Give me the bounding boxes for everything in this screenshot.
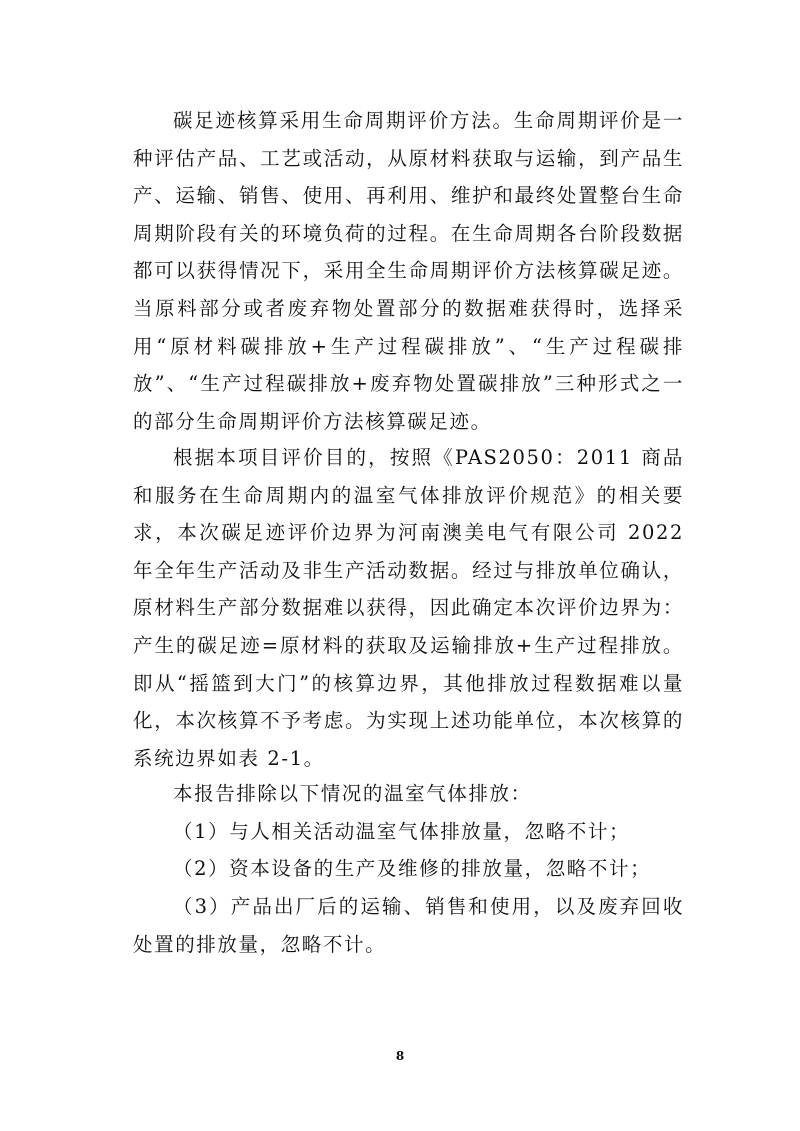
- list-item-exclusion-3: （3）产品出厂后的运输、销售和使用，以及废弃回收处置的排放量，忽略不计。: [133, 895, 684, 956]
- paragraph-lca-method: 碳足迹核算采用生命周期评价方法。生命周期评价是一种评估产品、工艺或活动，从原材料获取与运输，到产品生产、运输、销售、使用、再利用、维护和最终处置整台生命周期阶段有关的环境负荷的过程。在生命周期各台阶段数据都可以获得情况下，采用全生命周期评价方法核算碳足迹。当原料部分或者废弃物处置部分的数据难获得时，选择采用“原材料碳排放+生产过程碳排放”、“生产过程碳排放”、“生产过程碳排放+废弃物处置碳排放”三种形式之一的部分生命周期评价方法核算碳足迹。: [133, 109, 684, 433]
- paragraph-evaluation-boundary: 根据本项目评价目的，按照《PAS2050：2011 商品和服务在生命周期内的温室气体排放评价规范》的相关要求，本次碳足迹评价边界为河南澳美电气有限公司 2022 年全年生产活动及非生产活动数据。经过与排放单位确认，原材料生产部分数据难以获得，因此确定本次评价边界为：产生的碳足迹=原材料的获取及运输排放+生产过程排放。即从“摇篮到大门”的核算边界，其他排放过程数据难以量化，本次核算不予考虑。为实现上述功能单位，本次核算的系统边界如表 2-1。: [133, 446, 684, 770]
- paragraph-exclusions-intro: 本报告排除以下情况的温室气体排放：: [173, 782, 532, 805]
- page-number: 8: [395, 1049, 405, 1063]
- list-item-exclusion-2: （2）资本设备的生产及维修的排放量，忽略不计；: [173, 857, 652, 880]
- list-item-exclusion-1: （1）与人相关活动温室气体排放量，忽略不计；: [173, 820, 631, 843]
